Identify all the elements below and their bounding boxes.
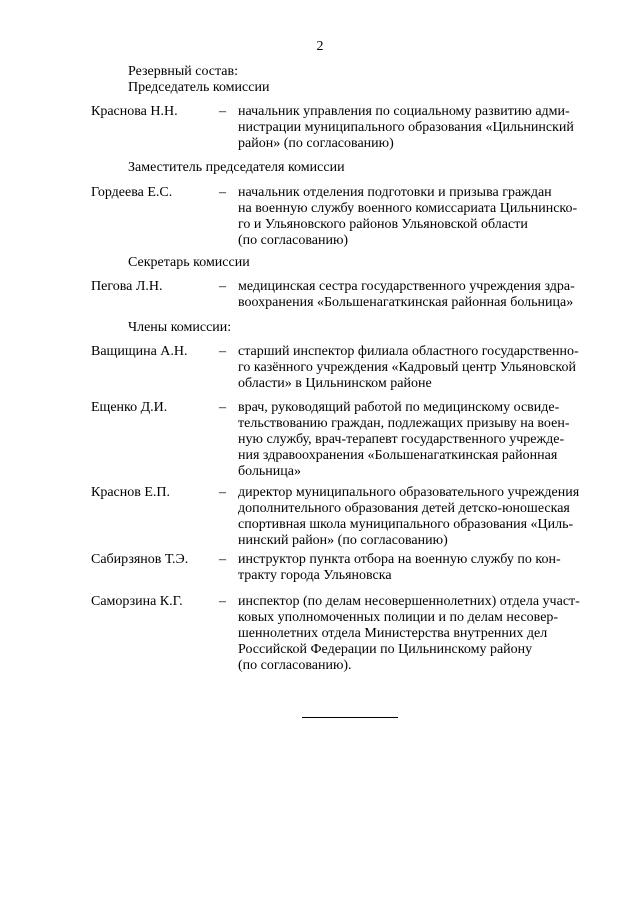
member-dash: – — [219, 104, 226, 119]
member-dash: – — [219, 485, 226, 500]
member-description: медицинская сестра государственного учреждения здра- воохранения «Большенагаткинская районная больница» — [238, 279, 575, 310]
section-heading-secretary: Секретарь комиссии — [128, 255, 250, 270]
member-dash: – — [219, 594, 226, 609]
section-heading-members: Члены комиссии: — [128, 320, 232, 335]
member-description: старший инспектор филиала областного государственно- го казённого учреждения «Кадровый центр Ульяновской области» в Цильнинском районе — [238, 344, 579, 391]
member-name: Краснова Н.Н. — [91, 104, 178, 119]
member-description: директор муниципального образовательного учреждения дополнительного образования детей детско-юношеская спортивная школа муниципального образования «Циль- нинский район» (по согласованию) — [238, 485, 580, 548]
member-description: начальник управления по социальному развитию адми- нистрации муниципального образования «Цильнинский район» (по согласованию) — [238, 104, 574, 151]
member-dash: – — [219, 552, 226, 567]
member-dash: – — [219, 185, 226, 200]
member-name: Сабирзянов Т.Э. — [91, 552, 189, 567]
member-dash: – — [219, 400, 226, 415]
member-name: Краснов Е.П. — [91, 485, 171, 500]
page-number: 2 — [316, 39, 324, 54]
member-name: Ещенко Д.И. — [91, 400, 168, 415]
section-heading-deputy: Заместитель председателя комиссии — [128, 160, 345, 175]
member-name: Ващищина А.Н. — [91, 344, 188, 359]
closing-divider — [302, 717, 398, 718]
member-dash: – — [219, 279, 226, 294]
member-dash: – — [219, 344, 226, 359]
member-description: врач, руководящий работой по медицинскому освиде- тельствованию граждан, подлежащих призыву на воен- ную службу, врач-терапевт государственного учрежде- ния здравоохранения «Большенагаткинская районная больница» — [238, 400, 570, 479]
member-description: начальник отделения подготовки и призыва граждан на военную службу военного комиссариата Цильнинско- го и Ульяновского районов Ульяновской области (по согласованию) — [238, 185, 578, 248]
member-name: Гордеева Е.С. — [91, 185, 173, 200]
member-name: Саморзина К.Г. — [91, 594, 183, 609]
member-description: инспектор (по делам несовершеннолетних) отдела участ- ковых уполномоченных полиции и по делам несовер- шеннолетних отдела Министерства внутренних дел Российской Федерации по Цильнинскому району (по согласованию). — [238, 594, 580, 673]
reserve-title: Резервный состав: — [128, 64, 239, 79]
section-heading-chairman: Председатель комиссии — [128, 80, 270, 95]
member-description: инструктор пункта отбора на военную службу по кон- тракту города Ульяновска — [238, 552, 561, 583]
member-name: Пегова Л.Н. — [91, 279, 163, 294]
